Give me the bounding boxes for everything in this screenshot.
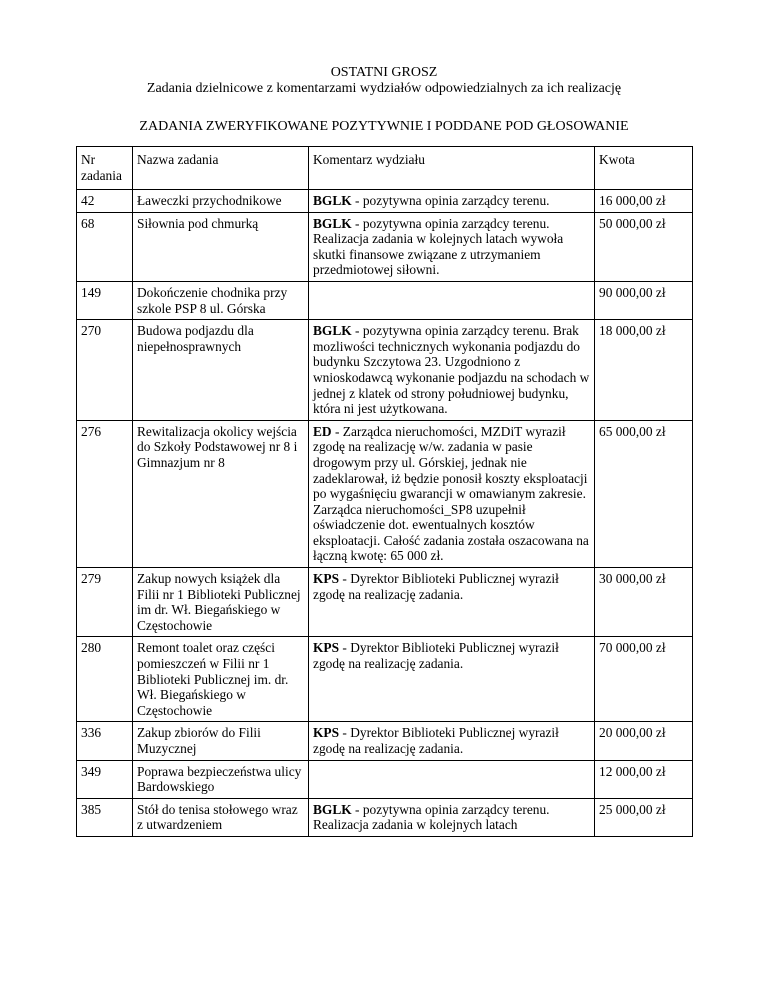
task-amount: 90 000,00 zł <box>595 281 693 319</box>
table-row <box>77 760 693 798</box>
department-code: ED <box>313 423 332 439</box>
task-name: Dokończenie chodnika przy szkole PSP 8 ul. Górska <box>133 281 309 319</box>
task-name: Poprawa bezpieczeństwa ulicy Bardowskiego <box>133 760 309 798</box>
table-header-row <box>77 147 693 190</box>
task-number: 349 <box>77 760 133 798</box>
department-comment <box>309 760 595 798</box>
task-number: 270 <box>77 320 133 421</box>
header-name: Nazwa zadania <box>133 147 309 190</box>
task-name: Zakup zbiorów do Filii Muzycznej <box>133 722 309 760</box>
comment-text: - pozytywna opinia zarządcy terenu. Realizacja zadania w kolejnych latach wywoła skutki finansowe związane z utrzymaniem przedmiotowej siłowni. <box>313 215 564 278</box>
section-title: ZADANIA ZWERYFIKOWANE POZYTYWNIE I PODDANE POD GŁOSOWANIE <box>139 119 629 134</box>
task-name: Stół do tenisa stołowego wraz z utwardzeniem <box>133 798 309 836</box>
task-amount: 65 000,00 zł <box>595 420 693 567</box>
task-amount: 50 000,00 zł <box>595 212 693 281</box>
comment-text: - Dyrektor Biblioteki Publicznej wyraził zgodę na realizację zadania. <box>313 571 559 602</box>
task-name: Zakup nowych książek dla Filii nr 1 Biblioteki Publicznej im dr. Wł. Biegańskiego w Częstochowie <box>133 568 309 637</box>
comment-text: - pozytywna opinia zarządcy terenu. Brak mozliwości technicznych wykonania podjazdu do budynku Szczytowa 23. Uzgodniono z wnioskodawcą wykonanie podjazdu na schodach w jednej z klatek od strony południowej budynku, która ni jest użytkowana. <box>313 323 590 417</box>
task-amount: 70 000,00 zł <box>595 637 693 722</box>
table-row <box>77 722 693 760</box>
task-amount: 20 000,00 zł <box>595 722 693 760</box>
task-amount: 25 000,00 zł <box>595 798 693 836</box>
task-name: Ławeczki przychodnikowe <box>133 190 309 213</box>
department-code: KPS <box>313 725 340 741</box>
task-number: 279 <box>77 568 133 637</box>
document-subtitle: Zadania dzielnicowe z komentarzami wydziałów odpowiedzialnych za ich realizację <box>146 81 622 96</box>
department-code: BGLK <box>313 323 352 339</box>
department-comment <box>309 798 595 836</box>
table-row <box>77 320 693 421</box>
tasks-table <box>76 146 693 837</box>
task-amount: 30 000,00 zł <box>595 568 693 637</box>
department-comment <box>309 281 595 319</box>
header-nr: Nr zadania <box>77 147 133 190</box>
department-comment <box>309 568 595 637</box>
table-row <box>77 190 693 213</box>
table-row <box>77 420 693 567</box>
table-row <box>77 212 693 281</box>
comment-text: - Zarządca nieruchomości, MZDiT wyraził zgodę na realizację w/w. zadania w pasie drogowym przy ul. Górskiej, jednak nie zadeklarował, iż będzie ponosił koszty eksploatacji po wygaśnięciu gwarancji w omawianym zakresie. Zarządca nieruchomości_SP8 uzupełnił oświadczenie dot. ewentualnych kosztów eksploatacji. Całość zadania została oszacowana na łączną kwotę: 65 000 zł. <box>313 423 589 564</box>
task-amount: 12 000,00 zł <box>595 760 693 798</box>
department-code: KPS <box>313 571 340 587</box>
department-comment <box>309 212 595 281</box>
department-comment <box>309 190 595 213</box>
task-name: Rewitalizacja okolicy wejścia do Szkoły Podstawowej nr 8 i Gimnazjum nr 8 <box>133 420 309 567</box>
table-row <box>77 798 693 836</box>
task-number: 385 <box>77 798 133 836</box>
department-comment <box>309 722 595 760</box>
task-name: Siłownia pod chmurką <box>133 212 309 281</box>
department-code: BGLK <box>313 193 352 208</box>
task-amount: 16 000,00 zł <box>595 190 693 213</box>
task-number: 42 <box>77 190 133 213</box>
comment-text: - pozytywna opinia zarządcy terenu. <box>351 193 550 208</box>
task-amount: 18 000,00 zł <box>595 320 693 421</box>
comment-text: - Dyrektor Biblioteki Publicznej wyraził zgodę na realizację zadania. <box>313 640 559 672</box>
comment-text: - pozytywna opinia zarządcy terenu. Realizacja zadania w kolejnych latach <box>313 801 550 833</box>
task-name: Budowa podjazdu dla niepełnosprawnych <box>133 320 309 421</box>
comment-text: - Dyrektor Biblioteki Publicznej wyraził zgodę na realizację zadania. <box>313 725 559 756</box>
department-code: KPS <box>313 640 340 656</box>
task-name: Remont toalet oraz części pomieszczeń w Filii nr 1 Biblioteki Publicznej im. dr. Wł. Biegańskiego w Częstochowie <box>133 637 309 722</box>
table-row <box>77 568 693 637</box>
header-comment: Komentarz wydziału <box>309 147 595 190</box>
task-number: 280 <box>77 637 133 722</box>
task-number: 336 <box>77 722 133 760</box>
header-amount: Kwota <box>595 147 693 190</box>
department-comment <box>309 320 595 421</box>
document-title: OSTATNI GROSZ <box>330 65 438 80</box>
task-number: 149 <box>77 281 133 319</box>
task-number: 276 <box>77 420 133 567</box>
table-row <box>77 637 693 722</box>
table-row <box>77 281 693 319</box>
department-code: BGLK <box>313 801 352 817</box>
department-comment <box>309 637 595 722</box>
task-number: 68 <box>77 212 133 281</box>
department-code: BGLK <box>313 215 352 231</box>
department-comment <box>309 420 595 567</box>
